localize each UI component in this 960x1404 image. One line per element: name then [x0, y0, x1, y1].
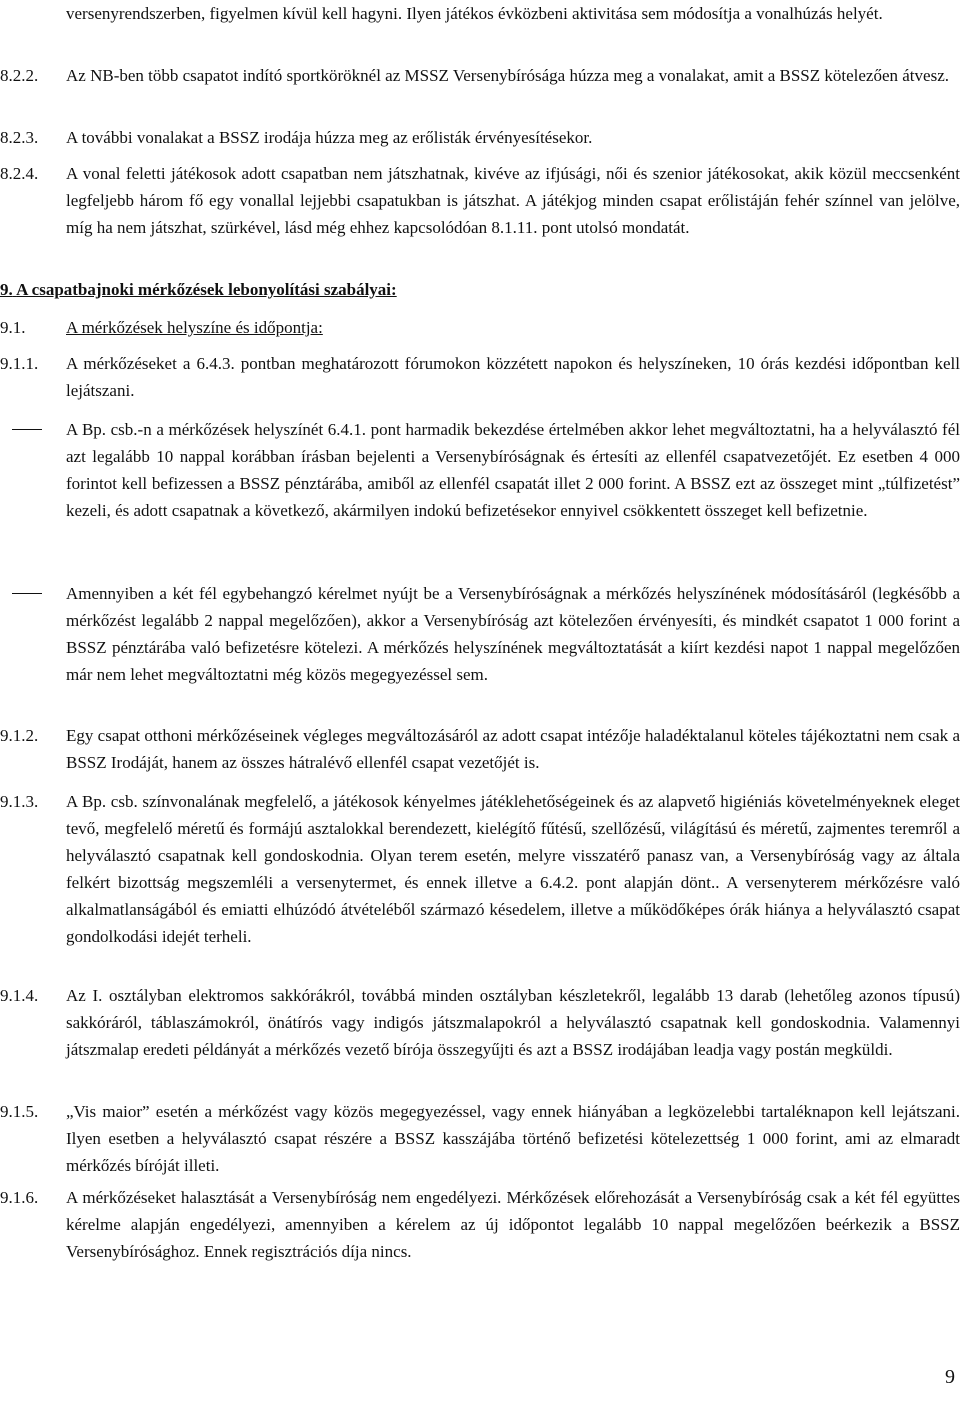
section-text: Az NB-ben több csapatot indító sportköröknél az MSSZ Versenybírósága húzza meg a vonalakat, amit a BSSZ kötelezően átvesz. — [66, 66, 949, 85]
section-number: 9.1.1. — [0, 354, 39, 373]
dash-bullet — [12, 429, 42, 430]
intro-paragraph: versenyrendszerben, figyelmen kívül kell hagyni. Ilyen játékos évközbeni aktivitása sem módosítja a vonalhúzás helyét. — [66, 4, 883, 23]
subheading-title: A mérkőzések helyszíne és időpontja: — [66, 318, 323, 337]
section-text: A további vonalakat a BSSZ irodája húzza meg az erőlisták érvényesítésekor. — [66, 128, 593, 147]
section-text: A Bp. csb. színvonalának megfelelő, a játékosok kényelmes játéklehetőségeinek és az alapvető higiéniás követelményeknek eleget tevő, megfelelő méretű és formájú asztalokkal berendezett, kielégítő fűtésű, szellőzésű, világítású és méretű, zajmentes teremről a helyválasztó csapatnak kell gondoskodnia. Olyan terem esetén, melyre visszatérő panasz van, a Versenybíróság vagy az általa felkért bizottság megszemléli a versenytermet, és ennek illetve a 6.4.2. pont alapján dönt.. A versenyterem mérkőzésre való alkalmatlanságából és emiatti elhúzódó átvételéből származó késedelem, illetve a működőképes órák hiánya a helyválasztó csapat gondolkodási idejét terheli. — [66, 792, 960, 946]
list-item-text: Amennyiben a két fél egybehangzó kérelmet nyújt be a Versenybíróságnak a mérkőzés helyszínének módosításáról (legkésőbb a mérkőzést legalább 2 nappal megelőzően), akkor a Versenybíróság azt kötelezően érvényesíti, és mindkét csapatot 1 000 forint a BSSZ pénztárába való befizetésre kötelezi. A mérkőzés helyszínének megváltoztatását a kiírt kezdési napot 1 nappal megelőzően már nem lehet megváltoztatni még közös megegyezéssel sem. — [66, 584, 960, 684]
subheading-9-1 — [0, 314, 323, 341]
section-number: 9.1.2. — [0, 726, 39, 745]
section-number: 8.2.2. — [0, 66, 39, 85]
section-number: 9.1.6. — [0, 1188, 39, 1207]
section-number: 9.1.4. — [0, 986, 39, 1005]
section-text: A mérkőzéseket halasztását a Versenybíróság nem engedélyezi. Mérkőzések előrehozását a Versenybíróság csak a két fél együttes kérelme alapján engedélyezi, amennyiben a kérelem az új időpontot legalább 10 nappal megelőzően beérkezik a BSSZ Versenybírósághoz. Ennek regisztrációs díja nincs. — [66, 1188, 960, 1261]
section-text: A vonal feletti játékosok adott csapatban nem játszhatnak, kivéve az ifjúsági, női és szenior játékosokat, akik közül meccsenként legfeljebb három fő egy vonallal lejjebbi csapatukban is játszhat. A játékjog minden csapat erőlistáján fehér színnel van jelölve, míg ha nem játszhat, szürkével, lásd még ehhez kapcsolódóan 8.1.11. pont utolsó mondatát. — [66, 164, 960, 237]
chapter-title: A csapatbajnoki mérkőzések lebonyolítási szabályai: — [16, 280, 397, 299]
section-text: Egy csapat otthoni mérkőzéseinek végleges megváltozásáról az adott csapat intézője haladéktalanul köteles tájékoztatni nem csak a BSSZ Irodáját, hanem az összes hátralévő ellenfél csapat vezetőjét is. — [66, 726, 960, 772]
chapter-number: 9. — [0, 280, 13, 299]
chapter-heading-9 — [0, 276, 397, 303]
section-text: A mérkőzéseket a 6.4.3. pontban meghatározott fórumokon közzétett napokon és helyszíneken, 10 órás kezdési időpontban kell lejátszani. — [66, 354, 960, 400]
page-number: 9 — [945, 1366, 955, 1388]
section-number: 8.2.3. — [0, 128, 39, 147]
dash-bullet — [12, 593, 42, 594]
subheading-number: 9.1. — [0, 318, 26, 337]
section-number: 9.1.3. — [0, 792, 39, 811]
list-item-text: A Bp. csb.-n a mérkőzések helyszínét 6.4.1. pont harmadik bekezdése értelmében akkor lehet megváltoztatni, ha a helyválasztó fél azt legalább 10 nappal korábban írásban bejelenti a Versenybíróságnak és értesíti az ellenfél csapatvezetőjét. Ez esetben 4 000 forintot kell befizessen a BSSZ pénztárába, amiből az ellenfél csapatát illet 2 000 forint. A BSSZ ezt az összeget mint „túlfizetést” kezeli, és adott csapatnak a következő, akármilyen indokú befizetésekor ennyivel csökkentett összeget kell befizetnie. — [66, 420, 960, 520]
section-text: Az I. osztályban elektromos sakkórákról, továbbá minden osztályban készletekről, legalább 13 darab (lehetőleg azonos típusú) sakkóráról, táblaszámokról, önátírós vagy indigós játszmalapokról a helyválasztó csapatnak kell gondoskodnia. Valamennyi játszmalap eredeti példányát a mérkőzés vezető bírója összegyűjti és azt a BSSZ irodájában leadja vagy postán megküldi. — [66, 986, 960, 1059]
section-number: 9.1.5. — [0, 1102, 39, 1121]
section-text: „Vis maior” esetén a mérkőzést vagy közös megegyezéssel, vagy ennek hiányában a legközelebbi tartaléknapon kell lejátszani. Ilyen esetben a helyválasztó csapat részére a BSSZ kasszájába történő befizetési kötelezettség 1 000 forint, ami az elmaradt mérkőzés bíróját illeti. — [66, 1102, 960, 1175]
section-number: 8.2.4. — [0, 164, 39, 183]
